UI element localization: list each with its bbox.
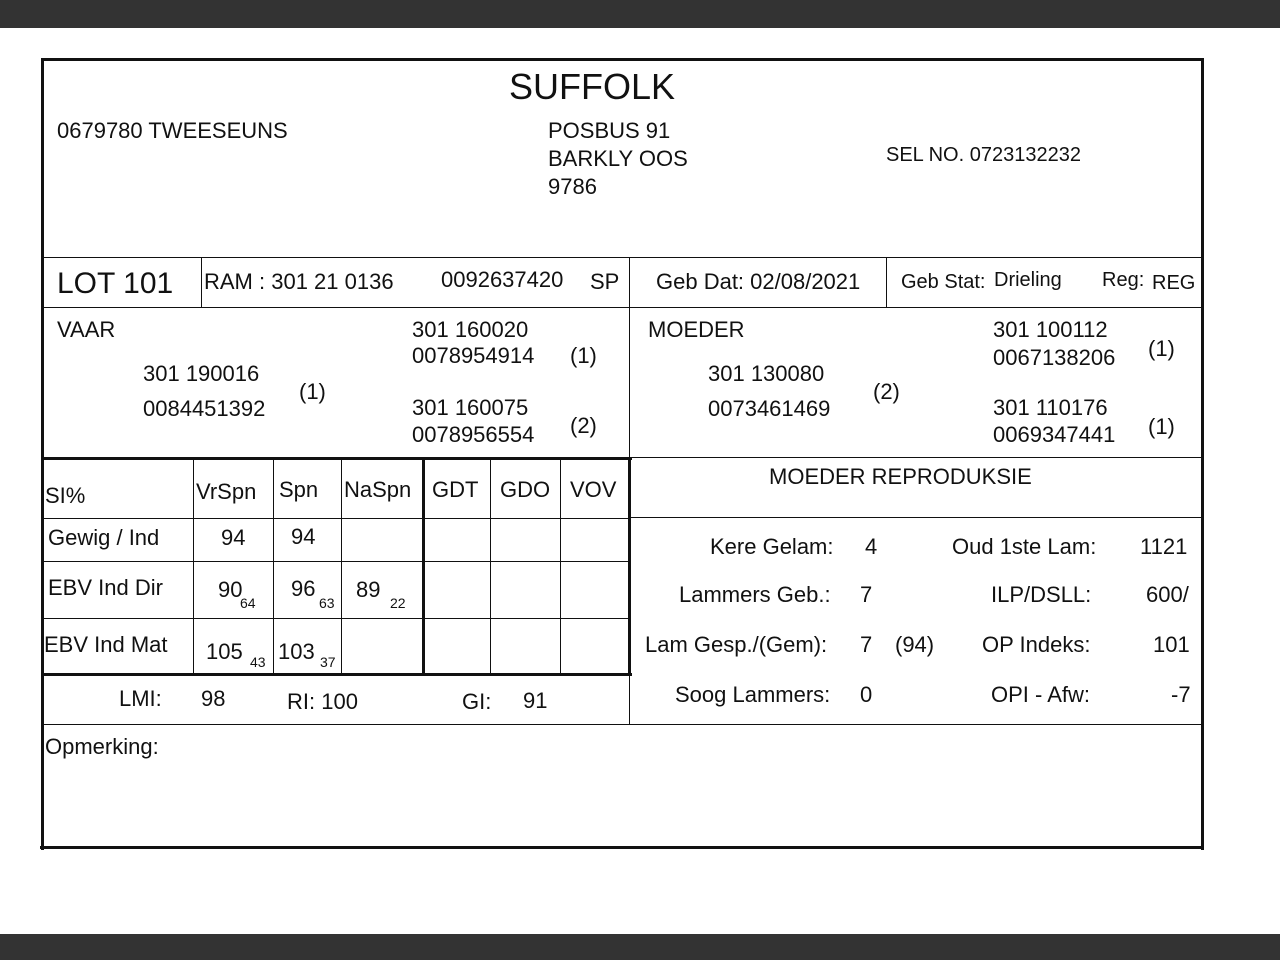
line-under-repro-title <box>630 517 1202 518</box>
moeder-grade: (2) <box>873 379 900 404</box>
breed-title: SUFFOLK <box>509 66 676 107</box>
ebv-mat-vrspn-acc: 43 <box>250 654 266 670</box>
ram-id: RAM : 301 21 0136 <box>204 269 394 294</box>
lam-gesp-label: Lam Gesp./(Gem): <box>645 632 828 657</box>
table-col-6 <box>560 459 561 675</box>
row-label-ebv-mat: EBV Ind Mat <box>44 632 168 657</box>
oud-value: 1121 <box>1140 534 1188 559</box>
opi-value: -7 <box>1171 682 1191 707</box>
top-dark-bar <box>0 0 1280 28</box>
ilp-value: 600/ <box>1146 582 1189 607</box>
vaar-reg: 0084451392 <box>143 396 266 421</box>
vaar-grade: (1) <box>299 379 326 404</box>
moeder-sire-grade: (1) <box>1148 336 1175 361</box>
moeder-dam-reg: 0069347441 <box>993 422 1116 447</box>
moeder-sire-id: 301 100112 <box>993 317 1108 342</box>
ebv-mat-spn-acc: 37 <box>320 654 336 670</box>
kere-gelam-value: 4 <box>865 534 878 559</box>
header-naspn: NaSpn <box>344 477 412 502</box>
registration-suffix: SP <box>590 269 620 294</box>
op-value: 101 <box>1153 632 1190 657</box>
registration-id: 0092637420 <box>441 267 564 292</box>
table-col-5 <box>490 459 491 675</box>
gi-label: GI: <box>462 689 492 714</box>
vaar-id: 301 190016 <box>143 361 260 386</box>
vaar-label: VAAR <box>57 317 116 342</box>
lot-divider-1 <box>201 258 202 308</box>
address-line-2: BARKLY OOS <box>548 146 688 171</box>
vaar-sire-grade: (1) <box>570 343 597 368</box>
line-under-table <box>44 673 632 676</box>
address-line-3: 9786 <box>548 174 597 199</box>
ebv-mat-spn: 103 <box>278 639 315 664</box>
gi-value: 91 <box>523 688 548 713</box>
lammers-geb-label: Lammers Geb.: <box>679 582 831 607</box>
table-col-3 <box>341 459 342 675</box>
vaar-sire-id: 301 160020 <box>412 317 529 342</box>
ebv-dir-vrspn-acc: 64 <box>240 595 256 611</box>
header-si: SI% <box>45 483 86 508</box>
lam-gesp-avg: (94) <box>895 632 935 657</box>
header-gdo: GDO <box>500 477 551 502</box>
header-spn: Spn <box>279 477 319 502</box>
table-col-4 <box>422 459 425 675</box>
table-row-line-3 <box>44 618 630 619</box>
line-under-pedigree-right <box>630 457 1202 458</box>
birth-date: Geb Dat: 02/08/2021 <box>656 269 861 294</box>
bottom-dark-bar <box>0 934 1280 960</box>
frame-bottom <box>40 846 1202 849</box>
ebv-dir-naspn: 89 <box>356 577 381 602</box>
address-line-1: POSBUS 91 <box>548 118 671 143</box>
frame-right <box>1201 58 1204 850</box>
lmi-label: LMI: <box>119 686 162 711</box>
moeder-id: 301 130080 <box>708 361 825 386</box>
table-col-7 <box>628 459 631 675</box>
table-row-line-1 <box>44 518 630 519</box>
reg-value: REG <box>1152 272 1196 294</box>
op-label: OP Indeks: <box>982 632 1091 657</box>
table-col-2 <box>273 459 274 675</box>
moeder-label: MOEDER <box>648 317 745 342</box>
sel-number: SEL NO. 0723132232 <box>886 144 1081 166</box>
lammers-geb-value: 7 <box>860 582 873 607</box>
header-gdt: GDT <box>432 477 479 502</box>
remarks-label: Opmerking: <box>45 734 159 759</box>
moeder-reg: 0073461469 <box>708 396 831 421</box>
lmi-value: 98 <box>201 686 226 711</box>
lam-gesp-value: 7 <box>860 632 873 657</box>
opi-label: OPI - Afw: <box>991 682 1091 707</box>
row-label-gewig: Gewig / Ind <box>48 525 160 550</box>
ebv-mat-vrspn: 105 <box>206 639 243 664</box>
ebv-dir-spn: 96 <box>291 576 316 601</box>
ebv-dir-naspn-acc: 22 <box>390 595 406 611</box>
line-under-lot <box>44 307 1202 308</box>
line-under-header <box>44 257 1202 258</box>
ebv-dir-vrspn: 90 <box>218 577 243 602</box>
ilp-label: ILP/DSLL: <box>991 582 1092 607</box>
birth-status-value: Drieling <box>994 269 1062 291</box>
ebv-dir-spn-acc: 63 <box>319 595 335 611</box>
kere-gelam-label: Kere Gelam: <box>710 534 834 559</box>
moeder-sire-reg: 0067138206 <box>993 345 1116 370</box>
soog-label: Soog Lammers: <box>675 682 831 707</box>
table-row-line-2 <box>44 561 630 562</box>
soog-value: 0 <box>860 682 873 707</box>
oud-label: Oud 1ste Lam: <box>952 534 1097 559</box>
line-above-remarks <box>44 724 1202 725</box>
moeder-dam-grade: (1) <box>1148 414 1175 439</box>
header-vrspn: VrSpn <box>196 479 257 504</box>
vaar-sire-reg: 0078954914 <box>412 343 535 368</box>
line-under-pedigree-left <box>44 457 632 460</box>
moeder-dam-id: 301 110176 <box>993 395 1108 420</box>
lot-divider-3 <box>886 258 887 308</box>
vaar-dam-grade: (2) <box>570 413 597 438</box>
reproduction-title: MOEDER REPRODUKSIE <box>769 464 1032 489</box>
row-label-ebv-dir: EBV Ind Dir <box>48 575 163 600</box>
gewig-spn: 94 <box>291 524 316 549</box>
vaar-dam-id: 301 160075 <box>412 395 529 420</box>
frame-left <box>41 58 44 850</box>
frame-top <box>42 58 1204 61</box>
lot-number: LOT 101 <box>57 267 174 300</box>
header-vov: VOV <box>570 477 617 502</box>
birth-status-label: Geb Stat: <box>901 271 986 293</box>
gewig-vrspn: 94 <box>221 525 246 550</box>
table-col-1 <box>193 459 194 675</box>
ri-value: RI: 100 <box>287 689 358 714</box>
vaar-dam-reg: 0078956554 <box>412 422 535 447</box>
reg-label: Reg: <box>1102 269 1145 291</box>
owner-info: 0679780 TWEESEUNS <box>57 118 288 143</box>
